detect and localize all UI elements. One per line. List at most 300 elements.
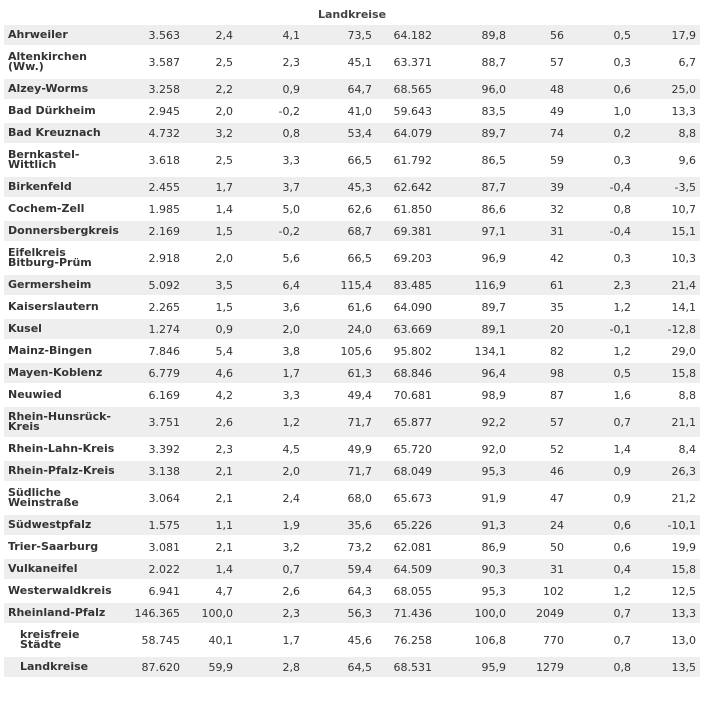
table-cell: 66,5 [304, 243, 376, 275]
table-cell: 32 [510, 199, 568, 221]
table-row [4, 25, 700, 47]
table-row [4, 657, 700, 679]
table-cell: 42 [510, 243, 568, 275]
row-label: Ahrweiler [4, 25, 117, 47]
table-cell: 3.081 [117, 537, 184, 559]
table-cell: 0,8 [568, 199, 635, 221]
row-label: Kusel [4, 319, 117, 341]
table-row [4, 319, 700, 341]
table-cell: 68,0 [304, 483, 376, 515]
table-cell: 0,4 [568, 559, 635, 581]
table-cell: 96,9 [436, 243, 510, 275]
table-cell: 2.022 [117, 559, 184, 581]
table-cell: 83.485 [376, 275, 436, 297]
table-cell: 2,8 [237, 657, 304, 679]
table-cell: 50 [510, 537, 568, 559]
table-cell: 0,9 [184, 319, 237, 341]
table-cell: 4,1 [237, 25, 304, 47]
table-cell: 89,1 [436, 319, 510, 341]
table-cell: 57 [510, 407, 568, 439]
table-cell: 21,1 [635, 407, 700, 439]
table-cell: 83,5 [436, 101, 510, 123]
table-cell: 3.751 [117, 407, 184, 439]
table-cell: 5,6 [237, 243, 304, 275]
table-cell: 29,0 [635, 341, 700, 363]
table-cell: 89,8 [436, 25, 510, 47]
table-cell: 2,0 [237, 461, 304, 483]
table-cell: 0,8 [568, 657, 635, 679]
table-cell: 0,6 [568, 79, 635, 101]
table-cell: 0,9 [568, 461, 635, 483]
table-cell: 95.802 [376, 341, 436, 363]
table-cell: 68.049 [376, 461, 436, 483]
table-cell: 35 [510, 297, 568, 319]
table-cell: 70.681 [376, 385, 436, 407]
table-cell: 3.258 [117, 79, 184, 101]
table-row [4, 47, 700, 79]
table-cell: 66,5 [304, 145, 376, 177]
table-cell: 0,3 [568, 47, 635, 79]
table-cell: 2,5 [184, 47, 237, 79]
table-cell: 45,6 [304, 625, 376, 657]
table-cell: 13,5 [635, 657, 700, 679]
table-cell: 2,3 [184, 439, 237, 461]
table-cell: 61,6 [304, 297, 376, 319]
table-cell: 102 [510, 581, 568, 603]
table-cell: 4,2 [184, 385, 237, 407]
table-cell: 1,2 [237, 407, 304, 439]
table-cell: 87 [510, 385, 568, 407]
table-cell: 0,7 [568, 603, 635, 625]
table-row [4, 461, 700, 483]
table-cell: 7.846 [117, 341, 184, 363]
table-cell: 2,1 [184, 461, 237, 483]
table-row [4, 79, 700, 101]
row-label: Westerwaldkreis [4, 581, 117, 603]
table-body [4, 25, 700, 679]
table-cell: 57 [510, 47, 568, 79]
row-label: Cochem-Zell [4, 199, 117, 221]
row-label: Birkenfeld [4, 177, 117, 199]
table-cell: 3.138 [117, 461, 184, 483]
table-cell: 47 [510, 483, 568, 515]
table-cell: 134,1 [436, 341, 510, 363]
table-cell: 68.846 [376, 363, 436, 385]
table-cell: 0,6 [568, 537, 635, 559]
row-label: Alzey-Worms [4, 79, 117, 101]
table-row [4, 145, 700, 177]
table-cell: 3,3 [237, 145, 304, 177]
table-wrapper [4, 5, 700, 679]
table-cell: 1.985 [117, 199, 184, 221]
table-cell: 2.945 [117, 101, 184, 123]
table-cell: 2,6 [237, 581, 304, 603]
table-cell: 0,3 [568, 145, 635, 177]
table-cell: 48 [510, 79, 568, 101]
table-cell: 56,3 [304, 603, 376, 625]
table-cell: 3,5 [184, 275, 237, 297]
table-cell: 0,3 [568, 243, 635, 275]
table-cell: 64.079 [376, 123, 436, 145]
table-cell: 1,5 [184, 297, 237, 319]
table-cell: 64,3 [304, 581, 376, 603]
table-row [4, 199, 700, 221]
table-cell: 6,7 [635, 47, 700, 79]
table-row [4, 559, 700, 581]
table-cell: 8,4 [635, 439, 700, 461]
table-cell: 53,4 [304, 123, 376, 145]
table-cell: 0,5 [568, 25, 635, 47]
table-cell: -0,2 [237, 221, 304, 243]
table-cell: 1,0 [568, 101, 635, 123]
table-cell: 62.081 [376, 537, 436, 559]
table-cell: 8,8 [635, 123, 700, 145]
table-cell: 2,3 [237, 47, 304, 79]
table-cell: 4,7 [184, 581, 237, 603]
table-cell: -0,2 [237, 101, 304, 123]
table-cell: 73,5 [304, 25, 376, 47]
table-row [4, 407, 700, 439]
table-cell: 74 [510, 123, 568, 145]
table-cell: 13,3 [635, 603, 700, 625]
table-cell: -0,4 [568, 177, 635, 199]
table-cell: 86,5 [436, 145, 510, 177]
table-cell: 0,9 [568, 483, 635, 515]
table-row [4, 101, 700, 123]
section-title: Landkreise [317, 8, 387, 21]
table-cell: 95,9 [436, 657, 510, 679]
table-cell: 69.381 [376, 221, 436, 243]
row-label: Rhein-Hunsrück-Kreis [4, 407, 117, 439]
table-cell: 2,3 [237, 603, 304, 625]
table-cell: 3.563 [117, 25, 184, 47]
table-cell: 39 [510, 177, 568, 199]
table-cell: 1,7 [237, 363, 304, 385]
row-label: Mayen-Koblenz [4, 363, 117, 385]
table-cell: 56 [510, 25, 568, 47]
table-cell: 6.169 [117, 385, 184, 407]
table-cell: 98,9 [436, 385, 510, 407]
table-cell: 95,3 [436, 461, 510, 483]
table-cell: 45,1 [304, 47, 376, 79]
table-cell: 3,6 [237, 297, 304, 319]
table-cell: 65.877 [376, 407, 436, 439]
table-cell: 82 [510, 341, 568, 363]
table-cell: 71.436 [376, 603, 436, 625]
table-cell: 92,0 [436, 439, 510, 461]
table-cell: 100,0 [184, 603, 237, 625]
table-cell: 1,4 [184, 559, 237, 581]
table-cell: 63.669 [376, 319, 436, 341]
table-cell: 3,8 [237, 341, 304, 363]
data-table [4, 25, 700, 679]
table-cell: 15,8 [635, 559, 700, 581]
table-cell: 96,4 [436, 363, 510, 385]
table-cell: 97,1 [436, 221, 510, 243]
table-cell: 105,6 [304, 341, 376, 363]
table-cell: 5,0 [237, 199, 304, 221]
table-cell: 64,5 [304, 657, 376, 679]
row-label: Trier-Saarburg [4, 537, 117, 559]
table-cell: 45,3 [304, 177, 376, 199]
table-row [4, 603, 700, 625]
table-cell: 71,7 [304, 407, 376, 439]
table-cell: 10,7 [635, 199, 700, 221]
table-cell: -0,4 [568, 221, 635, 243]
table-cell: 0,9 [237, 79, 304, 101]
table-cell: 65.226 [376, 515, 436, 537]
table-cell: -12,8 [635, 319, 700, 341]
table-cell: 86,6 [436, 199, 510, 221]
table-cell: 2.265 [117, 297, 184, 319]
table-cell: 1,1 [184, 515, 237, 537]
table-cell: 21,4 [635, 275, 700, 297]
row-label: kreisfreie Städte [4, 625, 117, 657]
table-cell: 58.745 [117, 625, 184, 657]
table-cell: 770 [510, 625, 568, 657]
table-cell: 24 [510, 515, 568, 537]
table-row [4, 363, 700, 385]
table-cell: 68.565 [376, 79, 436, 101]
table-cell: 95,3 [436, 581, 510, 603]
table-cell: 3.064 [117, 483, 184, 515]
table-cell: 1,7 [237, 625, 304, 657]
table-cell: 17,9 [635, 25, 700, 47]
table-cell: 115,4 [304, 275, 376, 297]
table-cell: 98 [510, 363, 568, 385]
row-label: Neuwied [4, 385, 117, 407]
table-cell: 3.587 [117, 47, 184, 79]
table-cell: 1,4 [568, 439, 635, 461]
table-row [4, 625, 700, 657]
table-cell: 15,8 [635, 363, 700, 385]
table-cell: 59.643 [376, 101, 436, 123]
table-cell: 89,7 [436, 123, 510, 145]
table-cell: 61,3 [304, 363, 376, 385]
table-cell: 116,9 [436, 275, 510, 297]
table-cell: 49,4 [304, 385, 376, 407]
table-row [4, 123, 700, 145]
table-cell: 91,9 [436, 483, 510, 515]
table-row [4, 439, 700, 461]
table-cell: 1,2 [568, 341, 635, 363]
table-row [4, 581, 700, 603]
table-cell: 0,7 [568, 407, 635, 439]
table-cell: 88,7 [436, 47, 510, 79]
table-cell: 59,9 [184, 657, 237, 679]
table-cell: 71,7 [304, 461, 376, 483]
table-cell: 0,7 [237, 559, 304, 581]
table-cell: 100,0 [436, 603, 510, 625]
table-cell: 13,3 [635, 101, 700, 123]
table-cell: -0,1 [568, 319, 635, 341]
table-cell: 13,0 [635, 625, 700, 657]
table-cell: 91,3 [436, 515, 510, 537]
table-cell: 1.274 [117, 319, 184, 341]
table-cell: 62.642 [376, 177, 436, 199]
table-cell: 2,0 [237, 319, 304, 341]
row-label: Eifelkreis Bitburg-Prüm [4, 243, 117, 275]
table-cell: 63.371 [376, 47, 436, 79]
table-cell: 69.203 [376, 243, 436, 275]
table-cell: 3,2 [237, 537, 304, 559]
table-cell: 87.620 [117, 657, 184, 679]
row-label: Germersheim [4, 275, 117, 297]
table-row [4, 177, 700, 199]
table-cell: 2,4 [184, 25, 237, 47]
table-cell: 96,0 [436, 79, 510, 101]
table-cell: 31 [510, 221, 568, 243]
table-row [4, 221, 700, 243]
table-cell: 64.090 [376, 297, 436, 319]
table-cell: 2.455 [117, 177, 184, 199]
table-cell: 1,5 [184, 221, 237, 243]
table-cell: 1,4 [184, 199, 237, 221]
table-cell: 64.182 [376, 25, 436, 47]
table-cell: 3.392 [117, 439, 184, 461]
table-cell: 49 [510, 101, 568, 123]
table-cell: 2.169 [117, 221, 184, 243]
table-cell: 5.092 [117, 275, 184, 297]
table-cell: 8,8 [635, 385, 700, 407]
table-cell: 86,9 [436, 537, 510, 559]
table-cell: 21,2 [635, 483, 700, 515]
table-cell: 90,3 [436, 559, 510, 581]
table-cell: 0,6 [568, 515, 635, 537]
table-cell: 1,6 [568, 385, 635, 407]
table-cell: 76.258 [376, 625, 436, 657]
table-row [4, 515, 700, 537]
table-cell: 24,0 [304, 319, 376, 341]
table-cell: 4,5 [237, 439, 304, 461]
table-row [4, 275, 700, 297]
table-cell: 2,6 [184, 407, 237, 439]
table-row [4, 297, 700, 319]
table-cell: 62,6 [304, 199, 376, 221]
table-cell: 106,8 [436, 625, 510, 657]
row-label: Bad Kreuznach [4, 123, 117, 145]
table-cell: 2,4 [237, 483, 304, 515]
table-cell: 65.673 [376, 483, 436, 515]
row-label: Bad Dürkheim [4, 101, 117, 123]
table-row [4, 537, 700, 559]
table-cell: 31 [510, 559, 568, 581]
table-cell: 1,2 [568, 581, 635, 603]
table-cell: 14,1 [635, 297, 700, 319]
table-row [4, 341, 700, 363]
table-cell: 64.509 [376, 559, 436, 581]
table-cell: 89,7 [436, 297, 510, 319]
row-label: Landkreise [4, 657, 117, 679]
table-cell: 68.531 [376, 657, 436, 679]
table-cell: 49,9 [304, 439, 376, 461]
table-cell: 3,3 [237, 385, 304, 407]
table-cell: 1,2 [568, 297, 635, 319]
table-cell: 2,3 [568, 275, 635, 297]
table-cell: 26,3 [635, 461, 700, 483]
row-label: Kaiserslautern [4, 297, 117, 319]
table-cell: 68,7 [304, 221, 376, 243]
table-cell: 5,4 [184, 341, 237, 363]
table-row [4, 483, 700, 515]
table-cell: 1,9 [237, 515, 304, 537]
table-cell: 1,7 [184, 177, 237, 199]
table-cell: 68.055 [376, 581, 436, 603]
table-row [4, 385, 700, 407]
table-cell: 0,8 [237, 123, 304, 145]
table-cell: 46 [510, 461, 568, 483]
table-cell: 59,4 [304, 559, 376, 581]
table-cell: 10,3 [635, 243, 700, 275]
table-cell: 12,5 [635, 581, 700, 603]
table-cell: 41,0 [304, 101, 376, 123]
table-cell: -3,5 [635, 177, 700, 199]
table-cell: 2049 [510, 603, 568, 625]
row-label: Rheinland-Pfalz [4, 603, 117, 625]
table-cell: 6,4 [237, 275, 304, 297]
table-cell: 73,2 [304, 537, 376, 559]
row-label: Rhein-Pfalz-Kreis [4, 461, 117, 483]
table-cell: 35,6 [304, 515, 376, 537]
row-label: Bernkastel-Wittlich [4, 145, 117, 177]
table-cell: 61.850 [376, 199, 436, 221]
table-cell: 6.941 [117, 581, 184, 603]
table-cell: 1279 [510, 657, 568, 679]
table-cell: 1.575 [117, 515, 184, 537]
table-cell: 15,1 [635, 221, 700, 243]
table-cell: 6.779 [117, 363, 184, 385]
table-cell: 61 [510, 275, 568, 297]
table-cell: 40,1 [184, 625, 237, 657]
table-cell: -10,1 [635, 515, 700, 537]
table-row [4, 243, 700, 275]
row-label: Rhein-Lahn-Kreis [4, 439, 117, 461]
row-label: Südwestpfalz [4, 515, 117, 537]
table-cell: 19,9 [635, 537, 700, 559]
table-cell: 0,5 [568, 363, 635, 385]
table-cell: 3.618 [117, 145, 184, 177]
table-cell: 87,7 [436, 177, 510, 199]
table-cell: 9,6 [635, 145, 700, 177]
table-cell: 0,2 [568, 123, 635, 145]
table-cell: 0,7 [568, 625, 635, 657]
row-label: Südliche Weinstraße [4, 483, 117, 515]
table-cell: 65.720 [376, 439, 436, 461]
table-cell: 2,1 [184, 483, 237, 515]
table-cell: 3,2 [184, 123, 237, 145]
table-cell: 146.365 [117, 603, 184, 625]
table-cell: 20 [510, 319, 568, 341]
table-cell: 4.732 [117, 123, 184, 145]
row-label: Altenkirchen (Ww.) [4, 47, 117, 79]
table-cell: 61.792 [376, 145, 436, 177]
table-cell: 2,1 [184, 537, 237, 559]
table-cell: 64,7 [304, 79, 376, 101]
table-cell: 25,0 [635, 79, 700, 101]
table-cell: 92,2 [436, 407, 510, 439]
table-cell: 2,2 [184, 79, 237, 101]
row-label: Donnersbergkreis [4, 221, 117, 243]
table-cell: 52 [510, 439, 568, 461]
table-cell: 2,0 [184, 243, 237, 275]
table-cell: 3,7 [237, 177, 304, 199]
table-cell: 59 [510, 145, 568, 177]
row-label: Mainz-Bingen [4, 341, 117, 363]
row-label: Vulkaneifel [4, 559, 117, 581]
table-cell: 4,6 [184, 363, 237, 385]
table-cell: 2.918 [117, 243, 184, 275]
table-cell: 2,0 [184, 101, 237, 123]
